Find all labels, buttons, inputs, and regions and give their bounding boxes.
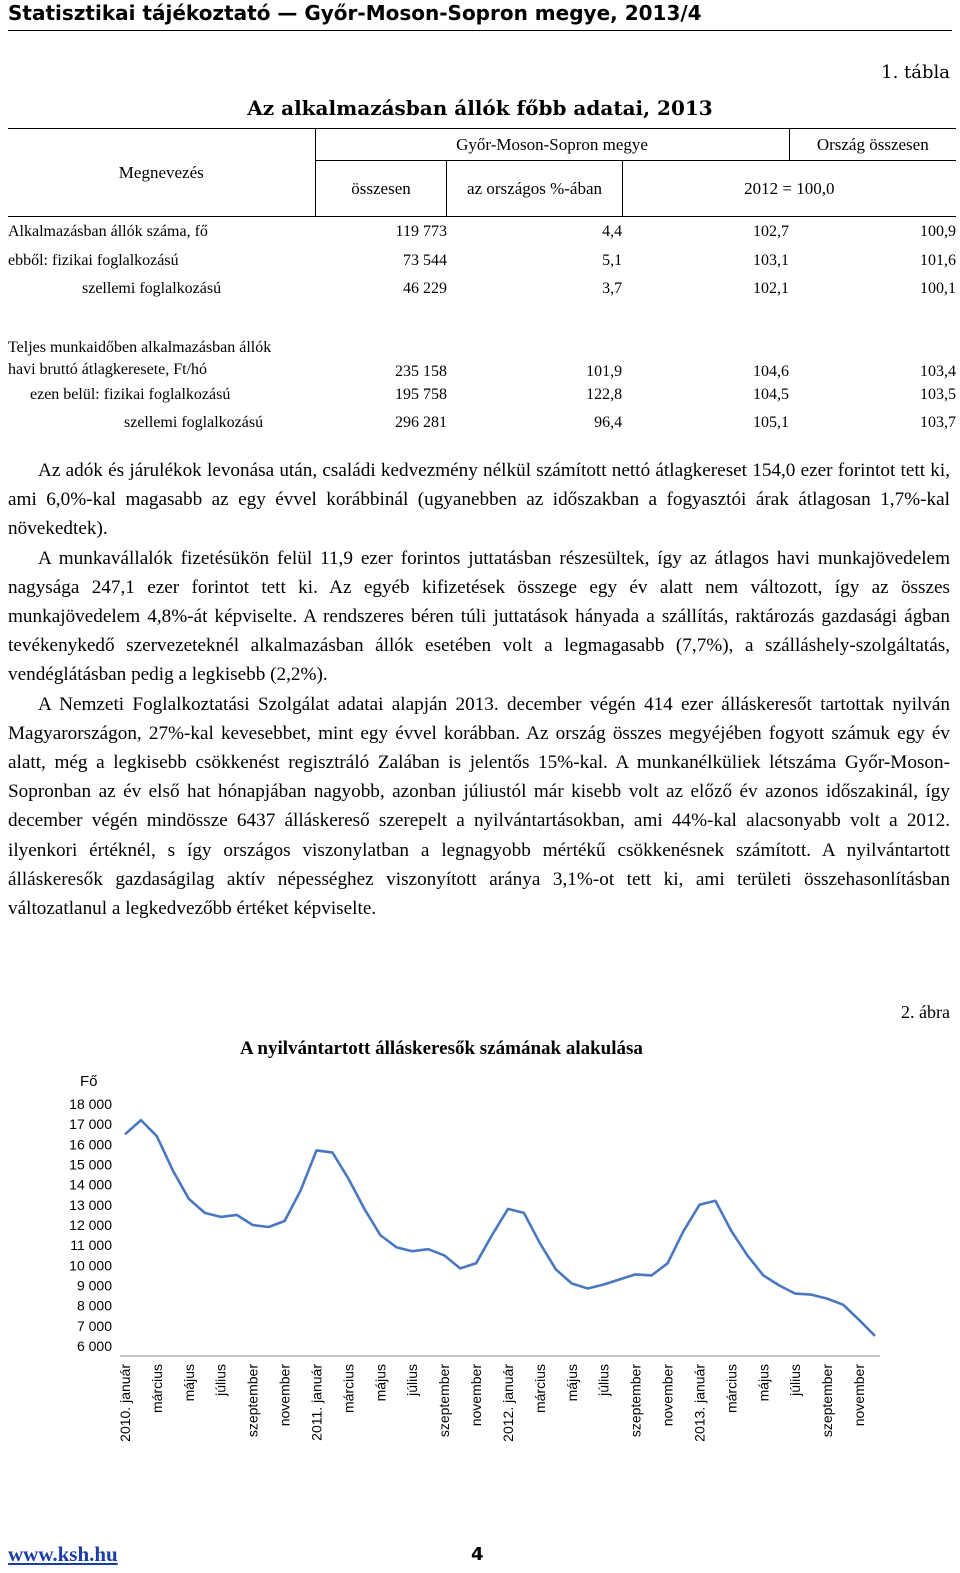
stats-table <box>8 128 956 437</box>
y-axis-label: Fő <box>80 1073 98 1090</box>
row-label: ezen belül: fizikai foglalkozású <box>30 385 231 403</box>
cell: 195 758 <box>394 385 447 403</box>
cell: 122,8 <box>586 385 623 403</box>
y-tick-label: 10 000 <box>69 1257 112 1274</box>
table-title: Az alkalmazásban állók főbb adatai, 2013 <box>247 96 713 120</box>
cell: 119 773 <box>395 222 447 240</box>
cell: 96,4 <box>594 413 623 431</box>
paragraph: Az adók és járulékok levonása után, családi kedvezmény nélkül számított nettó átlagkereset 154,0 ezer forintot tett ki, ami 6,0%-kal magasabb az egy évvel korábbinál (ugyanebben az időszakban a fogyasztói árak átlagosan 1,7%-kal növekedtek). <box>8 460 950 540</box>
series-line <box>125 1120 875 1336</box>
x-tick-label: 2012. január <box>499 1364 516 1442</box>
cell: 105,1 <box>753 413 790 431</box>
paragraph: A Nemzeti Foglalkoztatási Szolgálat adatai alapján 2013. december végén 414 ezer álláskeresőt tartottak nyilván Magyarországon, 27%-kal kevesebbet, mint egy évvel korábban. Az ország összes megyéjében fogyott számuk egy év alatt, még a legkisebb csökkenést regisztráló Zalában is jelentős 15%-kal. A munkanélküliek létszáma Győr-Moson-Sopronban az év első hat hónapjában nagyobb, azonban júliustól már kisebb volt az előző év azonos időszakinál, így december végén mindössze 6437 álláskereső szerepelt a nyilvántartásokban, ami 44%-kal alacsonyabb volt a 2012. ilyenkori értéknél, s így országos viszonylatban a legnagyobb mértékű csökkenésnek számított. A nyilvántartott álláskeresők gazdaságilag aktív népességhez viszonyított aránya 3,1%-ot tett ki, ami területi összehasonlításban változatlanul a legkedvezőbb értéket képviselte. <box>8 693 950 920</box>
cell: 296 281 <box>394 413 447 431</box>
cell: 100,1 <box>920 279 956 297</box>
ksh-link[interactable]: www.ksh.hu <box>8 1542 118 1566</box>
y-tick-label: 14 000 <box>69 1176 112 1193</box>
cell: 103,4 <box>920 362 956 380</box>
y-tick-label: 17 000 <box>69 1116 112 1133</box>
cell: 103,5 <box>920 385 956 403</box>
x-tick-label: november <box>659 1364 676 1427</box>
col-group-gyms: Győr-Moson-Sopron megye <box>315 129 789 161</box>
row-label: ebből: fizikai foglalkozású <box>8 251 179 269</box>
figure-title: A nyilvántartott álláskeresők számának alakulása <box>240 1038 643 1059</box>
x-tick-label: május <box>180 1364 197 1402</box>
col-group-orszag: Ország összesen <box>789 129 956 161</box>
row-label: szellemi foglalkozású <box>82 279 222 297</box>
y-tick-label: 11 000 <box>70 1237 112 1254</box>
col-megnevezes: Megnevezés <box>8 129 315 217</box>
x-tick-label: szeptember <box>244 1364 261 1438</box>
x-tick-label: november <box>276 1364 293 1427</box>
table-row <box>8 275 956 303</box>
row-label: Alkalmazásban állók száma, fő <box>8 222 208 240</box>
cell: 101,6 <box>920 251 956 269</box>
y-tick-label: 13 000 <box>69 1196 112 1213</box>
x-tick-label: 2011. január <box>308 1364 325 1441</box>
x-tick-label: március <box>340 1364 357 1414</box>
table-number: 1. tábla <box>881 62 950 83</box>
cell: 3,7 <box>602 279 623 297</box>
cell: 103,1 <box>753 251 790 269</box>
cell: 101,9 <box>586 362 623 380</box>
y-tick-label: 18 000 <box>69 1096 112 1112</box>
y-tick-label: 16 000 <box>69 1136 112 1153</box>
x-tick-label: május <box>563 1364 580 1402</box>
row-label: Teljes munkaidőben alkalmazásban állók havi bruttó átlagkeresete, Ft/hó <box>8 338 272 378</box>
x-tick-label: május <box>755 1364 772 1402</box>
y-tick-label: 15 000 <box>69 1156 112 1173</box>
x-tick-label: július <box>595 1364 612 1396</box>
cell: 104,5 <box>753 385 790 403</box>
x-tick-label: május <box>372 1364 389 1402</box>
cell: 102,7 <box>753 222 790 240</box>
x-tick-label: szeptember <box>436 1364 453 1438</box>
x-tick-label: március <box>531 1364 548 1414</box>
y-tick-label: 8 000 <box>76 1297 112 1314</box>
body-text <box>8 456 950 923</box>
cell: 235 158 <box>394 362 447 380</box>
x-tick-label: március <box>723 1364 740 1414</box>
x-tick-label: 2010. január <box>117 1364 133 1442</box>
cell: 46 229 <box>402 279 447 297</box>
paragraph: A munkavállalók fizetésükön felül 11,9 ezer forintos juttatásban részesültek, így az átlagos havi munkajövedelem nagysága 247,1 ezer forintot tett ki. Az egyéb kifizetések összege egy év alatt nem változott, így az összes munkajövedelem 4,8%-át képviselte. A rendszeres béren túli juttatások hányada a szállítás, raktározás gazdasági ágban tevékenykedő szervezeteknél alkalmazásban állók esetében volt a legmagasabb (7,7%), a szálláshely-szolgáltatás, vendéglátásban pedig a legkisebb (2,2%). <box>8 547 950 686</box>
line-chart <box>60 1066 890 1466</box>
col-orszagos: az országos %-ában <box>447 161 622 217</box>
table-row <box>8 381 956 409</box>
cell: 4,4 <box>602 222 623 240</box>
x-tick-label: szeptember <box>627 1364 644 1438</box>
col-osszesen: összesen <box>315 161 447 217</box>
table-row <box>8 303 956 381</box>
table-row <box>8 217 956 247</box>
x-tick-label: július <box>212 1364 229 1396</box>
row-label: szellemi foglalkozású <box>124 413 264 431</box>
figure-number: 2. ábra <box>901 1002 950 1022</box>
table-row <box>8 247 956 275</box>
cell: 5,1 <box>602 251 623 269</box>
page-number: 4 <box>471 1544 484 1565</box>
y-tick-label: 6 000 <box>76 1338 112 1354</box>
x-tick-label: július <box>787 1364 804 1396</box>
y-tick-label: 9 000 <box>76 1277 112 1294</box>
cell: 100,9 <box>920 222 956 240</box>
x-tick-label: november <box>851 1364 868 1427</box>
x-tick-label: július <box>404 1364 421 1396</box>
cell: 104,6 <box>753 362 790 380</box>
col-index: 2012 = 100,0 <box>744 178 835 198</box>
cell: 102,1 <box>753 279 790 297</box>
x-tick-label: március <box>148 1364 165 1414</box>
y-tick-label: 7 000 <box>76 1317 112 1334</box>
cell: 73 544 <box>402 251 447 269</box>
x-tick-label: 2013. január <box>691 1364 708 1442</box>
cell: 103,7 <box>920 413 956 431</box>
x-tick-label: november <box>468 1364 485 1427</box>
table-row <box>8 409 956 437</box>
running-header: Statisztikai tájékoztató — Győr-Moson-Sopron megye, 2013/4 <box>8 0 952 31</box>
x-tick-label: szeptember <box>819 1364 836 1438</box>
y-tick-label: 12 000 <box>69 1217 112 1233</box>
